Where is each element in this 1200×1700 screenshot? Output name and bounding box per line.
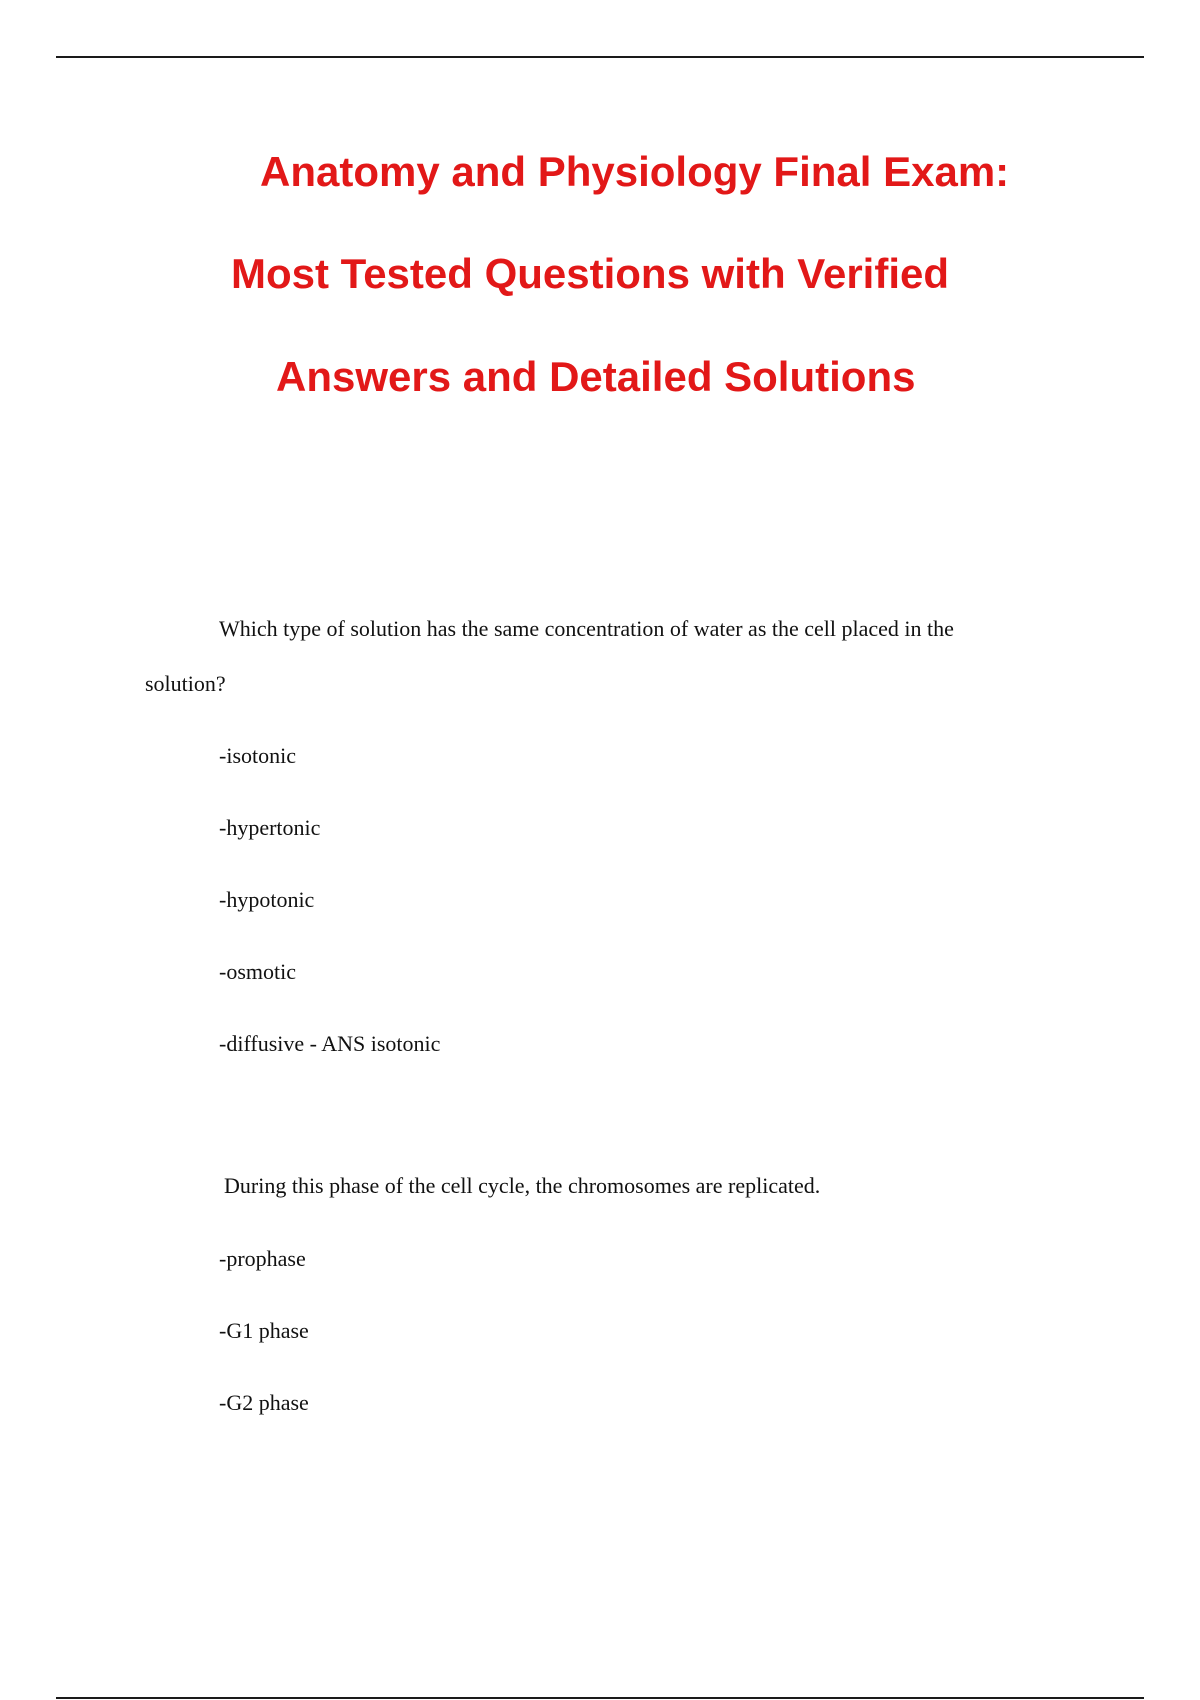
question-1-option-2: -hypertonic xyxy=(219,815,321,840)
title-line-2: Most Tested Questions with Verified xyxy=(231,250,949,297)
question-1-option-3: -hypotonic xyxy=(219,887,315,912)
question-2-option-1: -prophase xyxy=(219,1246,306,1271)
question-1-option-4: -osmotic xyxy=(219,959,296,984)
footer-rule xyxy=(56,1697,1144,1699)
question-2-option-2: -G1 phase xyxy=(219,1318,309,1343)
question-1-option-1: -isotonic xyxy=(219,743,296,768)
title-line-3: Answers and Detailed Solutions xyxy=(276,353,916,400)
question-1-text-line-1: Which type of solution has the same concentration of water as the cell placed in the xyxy=(219,616,954,641)
question-1-option-5-answer: -diffusive - ANS isotonic xyxy=(219,1031,441,1056)
question-2-option-3: -G2 phase xyxy=(219,1390,309,1415)
question-2-text-line-1: During this phase of the cell cycle, the chromosomes are replicated. xyxy=(224,1173,821,1198)
header-rule xyxy=(56,56,1144,58)
question-1-text-line-2: solution? xyxy=(145,671,226,696)
title-line-1: Anatomy and Physiology Final Exam: xyxy=(260,148,1010,195)
